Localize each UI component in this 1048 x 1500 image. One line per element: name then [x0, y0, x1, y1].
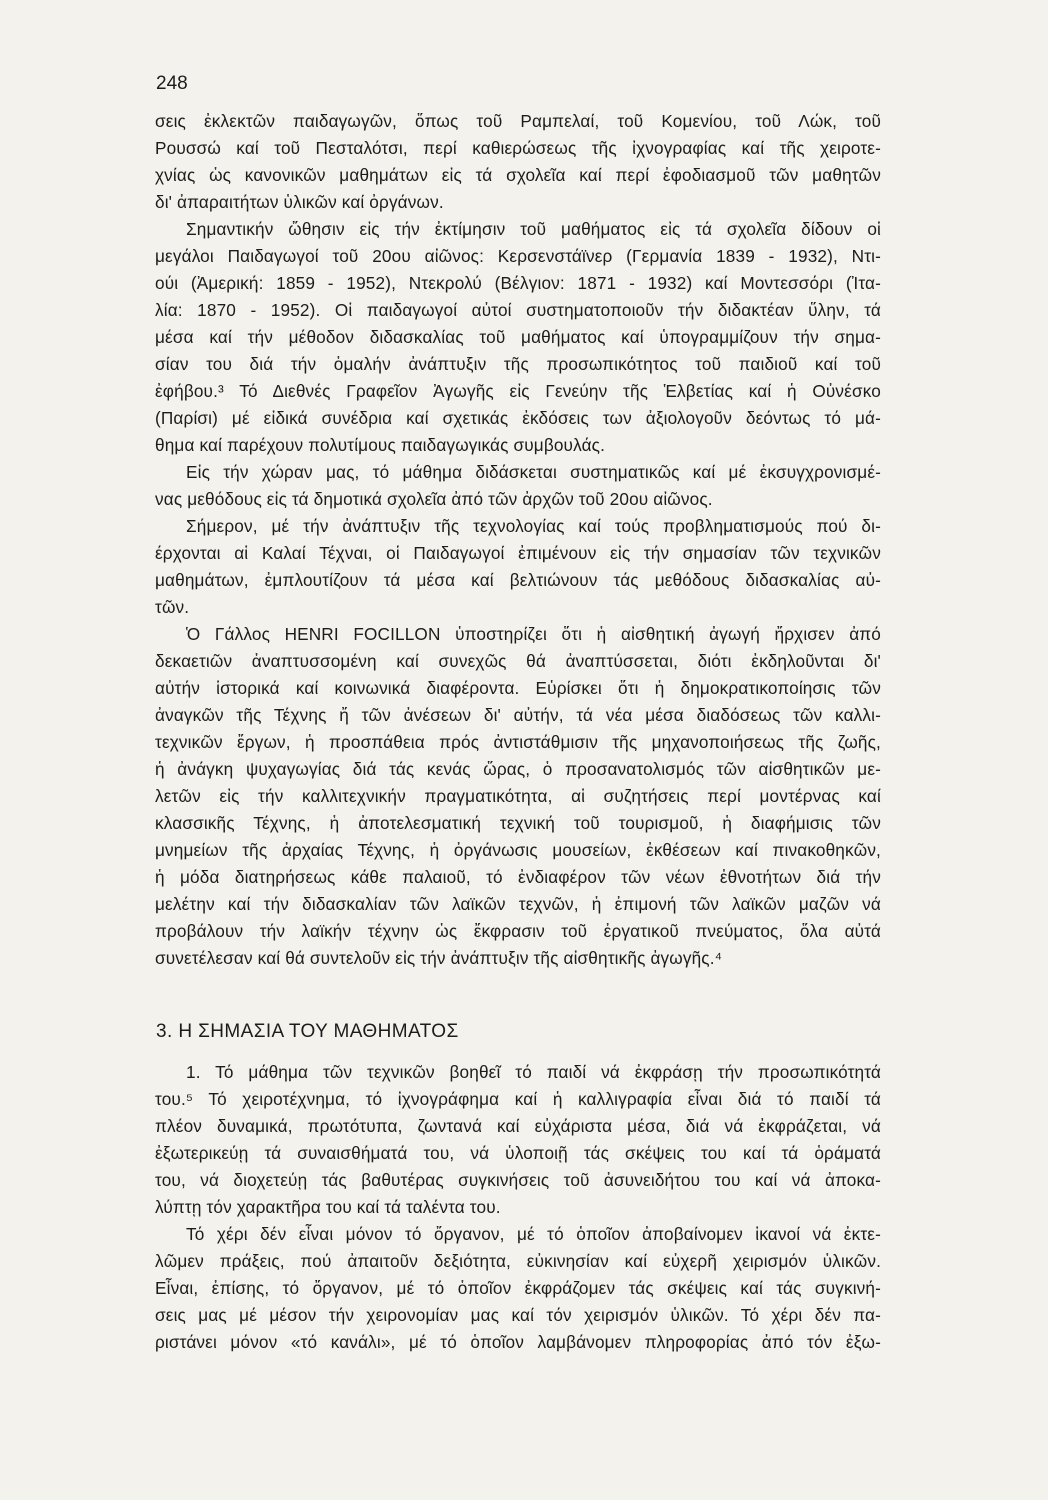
text-line: λῶμεν πράξεις, πού ἀπαιτοῦν δεξιότητα, εὐκινησίαν καί εὐχερῆ χειρισμόν ὑλικῶν. — [155, 1251, 881, 1271]
text-line: θημα καί παρέχουν πολυτίμους παιδαγωγικάς συμβουλάς. — [155, 435, 606, 455]
text-line: 1. Τό μάθημα τῶν τεχνικῶν βοηθεῖ τό παιδί νά ἐκφράσῃ τήν προσωπικότητά — [186, 1062, 881, 1082]
paragraph — [155, 513, 881, 621]
text-line: Ὁ Γάλλος HENRI FOCILLON ὑποστηρίζει ὅτι ἡ αἰσθητική ἀγωγή ἤρχισεν ἀπό — [186, 624, 881, 644]
text-line: πλέον δυναμικά, πρωτότυπα, ζωντανά καί εὐχάριστα μέσα, διά νά ἐκφράζεται, νά — [155, 1116, 881, 1136]
text-line: μνημείων τῆς ἀρχαίας Τέχνης, ἡ ὀργάνωσις μουσείων, ἐκθέσεων καί πινακοθηκῶν, — [155, 840, 881, 860]
text-line: συνετέλεσαν καί θά συντελοῦν εἰς τήν ἀνάπτυξιν τῆς αἰσθητικῆς ἀγωγῆς.⁴ — [155, 948, 723, 968]
page-number: 248 — [156, 73, 188, 94]
body-text-upper — [155, 108, 881, 972]
text-line: (Παρίσι) μέ εἰδικά συνέδρια καί σχετικάς ἐκδόσεις των ἀξιολογοῦν δεόντως τό μά- — [155, 408, 881, 428]
text-line: μέσα καί τήν μέθοδον διδασκαλίας τοῦ μαθήματος καί ὑπογραμμίζουν τήν σημα- — [155, 327, 881, 347]
text-line: Ρουσσώ καί τοῦ Πεσταλότσι, περί καθιερώσεως τῆς ἰχνογραφίας καί τῆς χειροτε- — [155, 138, 881, 158]
text-line: Εἶναι, ἐπίσης, τό ὄργανον, μέ τό ὁποῖον ἐκφράζομεν τάς σκέψεις καί τάς συγκινή- — [155, 1278, 881, 1298]
text-line: λύπτῃ τόν χαρακτῆρα του καί τά ταλέντα του. — [155, 1197, 501, 1217]
paragraph — [155, 108, 881, 216]
paragraph — [155, 1059, 881, 1221]
text-line: ἡ μόδα διατηρήσεως κάθε παλαιοῦ, τό ἐνδιαφέρον τῶν νέων ἐθνοτήτων διά τήν — [155, 867, 881, 887]
text-line: έρχονται αἱ Καλαί Τέχναι, οἱ Παιδαγωγοί ἐπιμένουν εἰς τήν σημασίαν τῶν τεχνικῶν — [155, 543, 881, 563]
body-text-lower — [155, 1059, 881, 1356]
section-heading: 3. Η ΣΗΜΑΣΙΑ ΤΟΥ ΜΑΘΗΜΑΤΟΣ — [156, 1021, 459, 1042]
text-line: λετῶν εἰς τήν καλλιτεχνικήν πραγματικότητα, αἱ συζητήσεις περί μοντέρνας καί — [155, 786, 881, 806]
text-line: κλασσικῆς Τέχνης, ἡ ἀποτελεσματική τεχνική τοῦ τουρισμοῦ, ἡ διαφήμισις τῶν — [155, 813, 881, 833]
text-line: του.⁵ Τό χειροτέχνημα, τό ἰχνογράφημα καί ἡ καλλιγραφία εἶναι διά τό παιδί τά — [155, 1089, 881, 1109]
text-line: τεχνικῶν ἔργων, ἡ προσπάθεια πρός ἀντιστάθμισιν τῆς μηχανοποιήσεως τῆς ζωῆς, — [155, 732, 881, 752]
text-line: ἐξωτερικεύῃ τά συναισθήματά του, νά ὑλοποιῇ τάς σκέψεις του καί τά ὁράματά — [155, 1143, 881, 1163]
text-line: ἐφήβου.³ Τό Διεθνές Γραφεῖον Ἀγωγῆς εἰς Γενεύην τῆς Ἑλβετίας καί ἡ Οὐνέσκο — [155, 381, 881, 401]
text-line: Τό χέρι δέν εἶναι μόνον τό ὄργανον, μέ τό ὁποῖον ἀποβαίνομεν ἱκανοί νά ἐκτε- — [186, 1224, 881, 1244]
text-line: μεγάλοι Παιδαγωγοί τοῦ 20ου αἰῶνος: Κερσενστάϊνερ (Γερμανία 1839 - 1932), Ντι- — [155, 246, 881, 266]
paragraph — [155, 621, 881, 972]
text-line: μαθημάτων, ἐμπλουτίζουν τά μέσα καί βελτιώνουν τάς μεθόδους διδασκαλίας αὐ- — [155, 570, 881, 590]
paragraph — [155, 1221, 881, 1356]
text-line: αὐτήν ἱστορικά καί κοινωνικά διαφέροντα. Εὑρίσκει ὅτι ἡ δημοκρατικοποίησις τῶν — [155, 678, 881, 698]
text-line: Εἰς τήν χώραν μας, τό μάθημα διδάσκεται συστηματικῶς καί μέ ἐκσυγχρονισμέ- — [186, 462, 881, 482]
text-line: προβάλουν τήν λαϊκήν τέχνην ὡς ἔκφρασιν τοῦ ἐργατικοῦ πνεύματος, ὅλα αὐτά — [155, 921, 881, 941]
text-line: Σήμερον, μέ τήν ἀνάπτυξιν τῆς τεχνολογίας καί τούς προβληματισμούς πού δι- — [186, 516, 881, 536]
text-line: δεκαετιῶν ἀναπτυσσομένη καί συνεχῶς θά ἀναπτύσσεται, διότι ἐκδηλοῦνται δι' — [155, 651, 881, 671]
text-line: μελέτην καί τήν διδασκαλίαν τῶν λαϊκῶν τεχνῶν, ἡ ἐπιμονή τῶν λαϊκῶν μαζῶν νά — [155, 894, 881, 914]
paragraph — [155, 216, 881, 459]
text-line: σίαν του διά τήν ὁμαλήν ἀνάπτυξιν τῆς προσωπικότητος τοῦ παιδιοῦ καί τοῦ — [155, 354, 881, 374]
text-line: ἀναγκῶν τῆς Τέχνης ἤ τῶν ἀνέσεων δι' αὐτήν, τά νέα μέσα διαδόσεως τῶν καλλι- — [155, 705, 881, 725]
text-line: νας μεθόδους εἰς τά δημοτικά σχολεῖα ἀπό τῶν ἀρχῶν τοῦ 20ου αἰῶνος. — [155, 489, 713, 509]
text-line: σεις ἐκλεκτῶν παιδαγωγῶν, ὅπως τοῦ Ραμπελαί, τοῦ Κομενίου, τοῦ Λώκ, τοῦ — [155, 111, 881, 131]
text-line: ριστάνει μόνον «τό κανάλι», μέ τό ὁποῖον λαμβάνομεν πληροφορίας ἀπό τόν ἐξω- — [155, 1332, 881, 1352]
text-line: σεις μας μέ μέσον τήν χειρονομίαν μας καί τόν χειρισμόν ὑλικῶν. Τό χέρι δέν πα- — [155, 1305, 881, 1325]
text-line: τῶν. — [155, 597, 190, 617]
paragraph — [155, 459, 881, 513]
text-line: δι' ἀπαραιτήτων ὑλικῶν καί ὀργάνων. — [155, 192, 444, 212]
text-line: ούι (Ἀμερική: 1859 - 1952), Ντεκρολύ (Βέλγιον: 1871 - 1932) καί Μοντεσσόρι (Ἰτα- — [155, 273, 881, 293]
text-line: χνίας ὡς κανονικῶν μαθημάτων εἰς τά σχολεῖα καί περί ἐφοδιασμοῦ τῶν μαθητῶν — [155, 165, 881, 185]
text-line: ἡ ἀνάγκη ψυχαγωγίας διά τάς κενάς ὥρας, ὁ προσανατολισμός τῶν αἰσθητικῶν με- — [155, 759, 881, 779]
text-line: Σημαντικήν ὤθησιν εἰς τήν ἐκτίμησιν τοῦ μαθήματος εἰς τά σχολεῖα δίδουν οἱ — [186, 219, 881, 239]
text-line: λία: 1870 - 1952). Οἱ παιδαγωγοί αὐτοί συστηματοποιοῦν τήν διδακτέαν ὕλην, τά — [155, 300, 881, 320]
text-line: του, νά διοχετεύῃ τάς βαθυτέρας συγκινήσεις τοῦ ἀσυνειδήτου του καί νά ἀποκα- — [155, 1170, 881, 1190]
